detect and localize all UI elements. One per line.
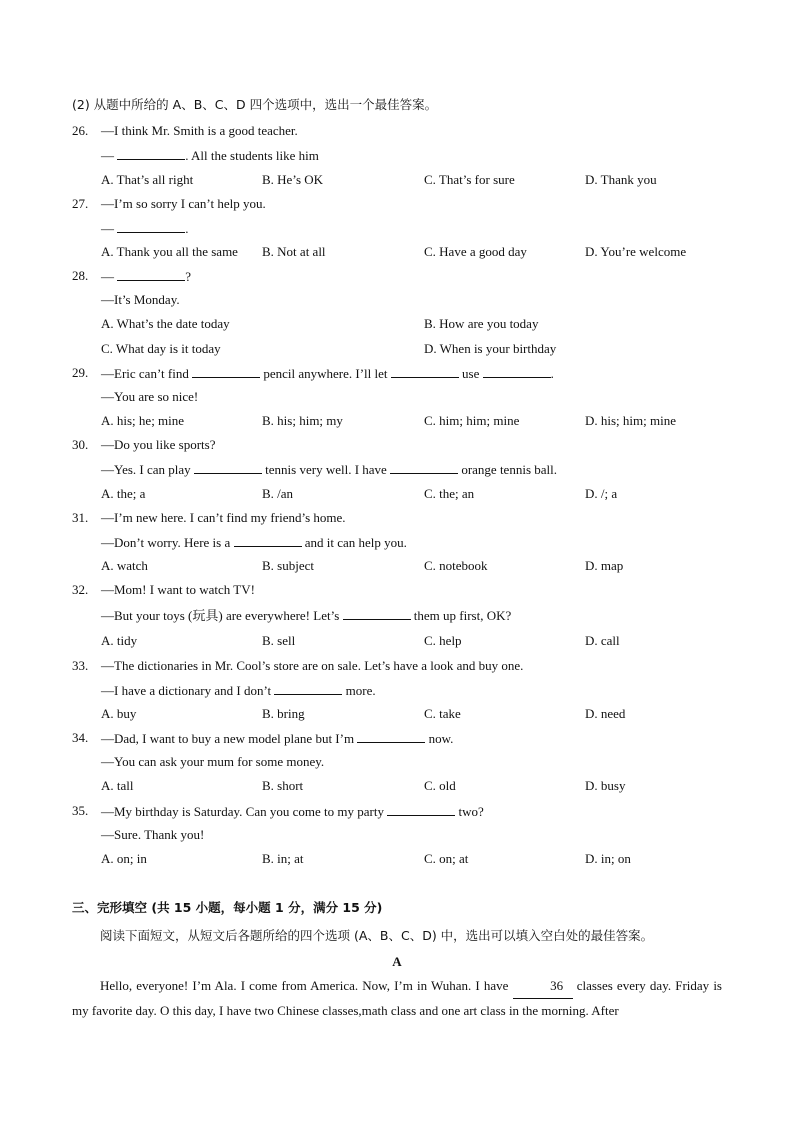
question-stem: —The dictionaries in Mr. Cool’s store are on sale. Let’s have a look and buy one. — [101, 658, 524, 673]
question-stem: —Eric can’t find pencil anywhere. I’ll let use . — [101, 366, 554, 381]
option-d: D. in; on — [585, 851, 631, 866]
option-d: D. map — [585, 558, 624, 573]
question-number: 30. — [72, 437, 89, 452]
question-number: 29. — [72, 365, 89, 380]
answer-blank[interactable] — [390, 461, 458, 474]
option-a: A. on; in — [101, 851, 147, 866]
option-d: D. busy — [585, 778, 626, 793]
option-c: C. take — [424, 706, 461, 721]
option-d: D. Thank you — [585, 172, 657, 187]
question-reply: —Don’t worry. Here is a and it can help you. — [101, 535, 407, 550]
question-stem: —My birthday is Saturday. Can you come to my party two? — [101, 804, 484, 819]
option-a: A. Thank you all the same — [101, 244, 238, 259]
question-reply: —Yes. I can play tennis very well. I have orange tennis ball. — [101, 462, 557, 477]
option-b: B. short — [262, 778, 304, 793]
option-c: C. on; at — [424, 851, 469, 866]
question-stem: —Do you like sports? — [101, 437, 216, 452]
question-number: 28. — [72, 268, 89, 283]
answer-blank[interactable] — [117, 220, 185, 233]
question-reply: —You are so nice! — [101, 389, 199, 404]
option-d: D. /; a — [585, 486, 618, 501]
option-c: C. Have a good day — [424, 244, 527, 259]
question-stem: —I think Mr. Smith is a good teacher. — [101, 123, 298, 138]
answer-blank[interactable] — [117, 268, 185, 281]
question-stem: — ? — [101, 269, 192, 284]
question-reply: —Sure. Thank you! — [101, 827, 205, 842]
question-reply: —It’s Monday. — [101, 292, 180, 307]
passage-blank-36[interactable]: 36 — [513, 974, 573, 999]
option-c: C. What day is it today — [101, 341, 221, 356]
section2-instruction: (2) 从题中所给的 A、B、C、D 四个选项中，选出一个最佳答案。 — [72, 97, 438, 112]
answer-blank[interactable] — [387, 803, 455, 816]
question-reply: —But your toys (玩具) are everywhere! Let’s them up first, OK? — [101, 608, 512, 623]
option-b: B. his; him; my — [262, 413, 343, 428]
option-b: B. How are you today — [424, 316, 539, 331]
answer-blank[interactable] — [117, 147, 185, 160]
question-number: 35. — [72, 803, 89, 818]
question-reply: —You can ask your mum for some money. — [101, 754, 325, 769]
question-number: 31. — [72, 510, 89, 525]
answer-blank[interactable] — [194, 461, 262, 474]
section3-instruction: 阅读下面短文，从短文后各题所给的四个选项 (A、B、C、D) 中，选出可以填入空白处的最佳答案。 — [100, 928, 654, 943]
question-number: 33. — [72, 658, 89, 673]
option-c: C. the; an — [424, 486, 475, 501]
option-c: C. him; him; mine — [424, 413, 520, 428]
option-b: B. bring — [262, 706, 305, 721]
option-a: A. watch — [101, 558, 148, 573]
option-b: B. Not at all — [262, 244, 326, 259]
question-stem: —Dad, I want to buy a new model plane but I’m now. — [101, 731, 454, 746]
option-b: B. subject — [262, 558, 314, 573]
question-reply: — . — [101, 221, 189, 236]
option-a: A. buy — [101, 706, 137, 721]
option-a: A. tidy — [101, 633, 138, 648]
option-b: B. He’s OK — [262, 172, 324, 187]
answer-blank[interactable] — [483, 365, 551, 378]
passage-label: A — [392, 954, 402, 969]
option-d: D. his; him; mine — [585, 413, 676, 428]
option-c: C. old — [424, 778, 456, 793]
option-d: D. When is your birthday — [424, 341, 557, 356]
question-number: 27. — [72, 196, 89, 211]
option-b: B. /an — [262, 486, 294, 501]
option-a: A. What’s the date today — [101, 316, 230, 331]
question-number: 32. — [72, 582, 89, 597]
question-stem: —Mom! I want to watch TV! — [101, 582, 255, 597]
passage-text: Hello, everyone! I’m Ala. I come from America. Now, I’m in Wuhan. I have 36 classes every day. Friday is my favorite day. O this day, I have two Chinese classes,math class and one art class in the morning. After — [72, 974, 722, 1023]
answer-blank[interactable] — [391, 365, 459, 378]
option-c: C. notebook — [424, 558, 488, 573]
option-a: A. his; he; mine — [101, 413, 185, 428]
option-a: A. the; a — [101, 486, 146, 501]
answer-blank[interactable] — [192, 365, 260, 378]
option-d: D. call — [585, 633, 620, 648]
question-number: 26. — [72, 123, 89, 138]
option-b: B. sell — [262, 633, 296, 648]
question-number: 34. — [72, 730, 89, 745]
option-a: A. That’s all right — [101, 172, 194, 187]
question-stem: —I’m new here. I can’t find my friend’s home. — [101, 510, 346, 525]
answer-blank[interactable] — [357, 730, 425, 743]
section3-title: 三、完形填空 (共 15 小题，每小题 1 分，满分 15 分) — [72, 900, 383, 915]
question-reply: — . All the students like him — [101, 148, 319, 163]
answer-blank[interactable] — [234, 534, 302, 547]
option-a: A. tall — [101, 778, 134, 793]
question-reply: —I have a dictionary and I don’t more. — [101, 683, 376, 698]
option-c: C. That’s for sure — [424, 172, 515, 187]
option-b: B. in; at — [262, 851, 304, 866]
option-d: D. You’re welcome — [585, 244, 687, 259]
answer-blank[interactable] — [343, 607, 411, 620]
question-stem: —I’m so sorry I can’t help you. — [101, 196, 266, 211]
option-c: C. help — [424, 633, 462, 648]
answer-blank[interactable] — [274, 682, 342, 695]
option-d: D. need — [585, 706, 626, 721]
